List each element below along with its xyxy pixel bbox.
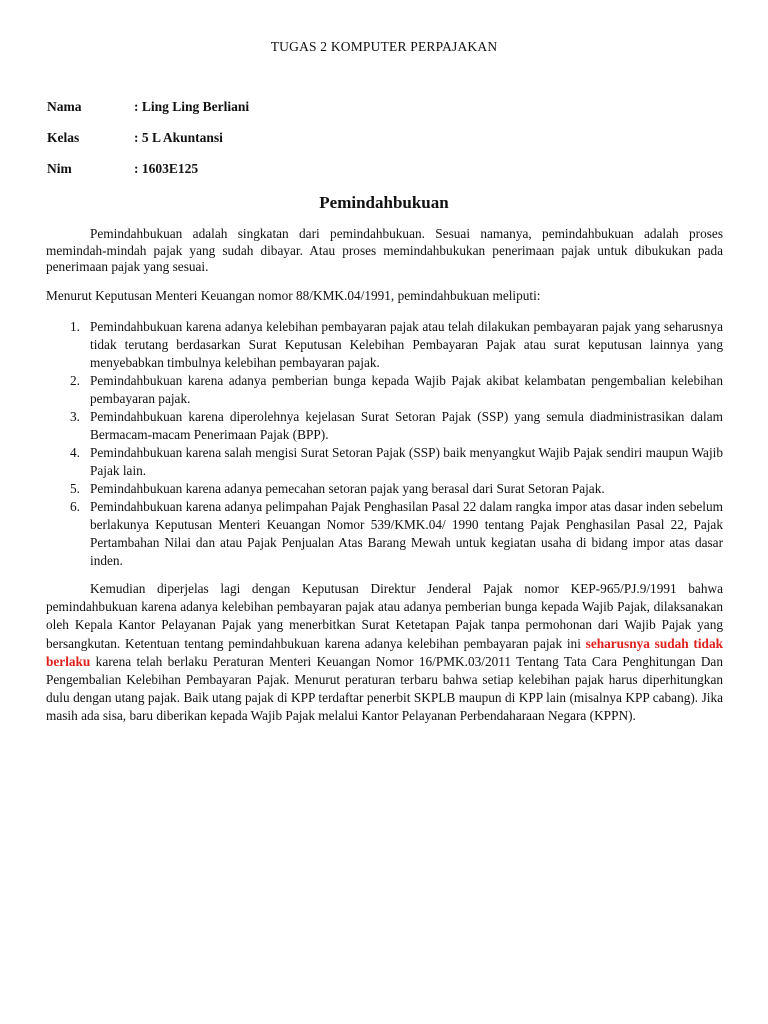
list-item-number: 6.: [70, 499, 80, 514]
highlighted-phrase: seharusnya sudah tidak berlaku: [46, 635, 723, 669]
document-title: TUGAS 2 KOMPUTER PERPAJAKAN: [270, 39, 498, 54]
pemindahbukuan-list: [46, 318, 723, 570]
list-item: [46, 372, 723, 408]
kelas-value: : 5 L Akuntansi: [134, 130, 223, 145]
list-item-text: Pemindahbukuan karena adanya pemecahan setoran pajak yang berasal dari Surat Setoran Pajak.: [90, 481, 605, 496]
info-row-nama: [47, 99, 647, 117]
list-item: [46, 408, 723, 444]
list-item-number: 1.: [70, 319, 80, 334]
kelas-label: Kelas: [47, 130, 80, 145]
list-item: [46, 480, 723, 498]
list-item-number: 3.: [70, 409, 80, 424]
list-item-text: Pemindahbukuan karena adanya pemberian bunga kepada Wajib Pajak akibat kelambatan pengembalian kelebihan pembayaran pajak.: [90, 373, 723, 406]
list-item: [46, 444, 723, 480]
list-item-text: Pemindahbukuan karena adanya kelebihan pembayaran pajak atau telah dilakukan pembayaran pajak yang seharusnya tidak terutang berdasarkan Surat Keputusan Kelebihan Pembayaran Pajak atau surat keputusan lainnya yang menyebabkan timbulnya kelebihan pembayaran pajak.: [90, 319, 723, 370]
list-item: [46, 318, 723, 372]
list-item-number: 2.: [70, 373, 80, 388]
list-item: [46, 498, 723, 570]
section-heading: Pemindahbukuan: [319, 193, 449, 212]
list-item-number: 4.: [70, 445, 80, 460]
nama-label: Nama: [47, 99, 82, 114]
paragraph-explanation-end: karena telah berlaku Peraturan Menteri Keuangan Nomor 16/PMK.03/2011 Tentang Tata Cara Penghitungan Dan Pengembalian Kelebihan Pembayaran Pajak. Menurut peraturan terbaru bahwa setiap kelebihan pajak harus diperhitungkan dulu dengan utang pajak. Baik utang pajak di KPP terdaftar penerbit SKPLB maupun di KPP lain (misalnya KPP cabang). Jika masih ada sisa, baru diberikan kepada Wajib Pajak melalui Kantor Pelayanan Perbendaharaan Negara (KPPN).: [46, 653, 723, 724]
info-row-kelas: [47, 130, 647, 148]
nama-value: : Ling Ling Berliani: [134, 99, 250, 114]
paragraph-definition: Pemindahbukuan adalah singkatan dari pemindahbukuan. Sesuai namanya, pemindahbukuan adalah proses memindah-mindah pajak yang sudah dibayar. Atau proses memindahbukukan penerimaan pajak untuk dibukukan pada penerimaan pajak yang sesuai.: [46, 226, 723, 274]
paragraph-intro-list: Menurut Keputusan Menteri Keuangan nomor 88/KMK.04/1991, pemindahbukuan meliputi:: [46, 288, 541, 303]
info-row-nim: [47, 161, 647, 179]
list-item-text: Pemindahbukuan karena adanya pelimpahan Pajak Penghasilan Pasal 22 dalam rangka impor atas dasar inden sebelum berlakunya Keputusan Menteri Keuangan Nomor 539/KMK.04/ 1990 tentang Pajak Penghasilan Pasal 22, Pajak Pertambahan Nilai dan atau Pajak Penjualan Atas Barang Mewah untuk kegiatan usaha di bidang impor atas dasar inden.: [90, 499, 723, 568]
list-item-number: 5.: [70, 481, 80, 496]
paragraph-explanation: [46, 580, 723, 726]
list-item-text: Pemindahbukuan karena salah mengisi Surat Setoran Pajak (SSP) baik menyangkut Wajib Pajak sendiri maupun Wajib Pajak lain.: [90, 445, 723, 478]
nim-label: Nim: [47, 161, 72, 176]
paragraph-explanation-start: Kemudian diperjelas lagi dengan Keputusan Direktur Jenderal Pajak nomor KEP-965/PJ.9/1991 bahwa pemindahbukuan karena adanya kelebihan pembayaran pajak atau adanya pemberian bunga kepada Wajib Pajak, dilaksanakan oleh Kepala Kantor Pelayanan Pajak yang menerbitkan Surat Ketetapan Pajak tanpa permohonan dari Wajib Pajak yang bersangkutan. Ketentuan tentang pemindahbukuan karena adanya kelebihan pembayaran pajak ini: [46, 581, 723, 651]
list-item-text: Pemindahbukuan karena diperolehnya kejelasan Surat Setoran Pajak (SSP) yang semula diadministrasikan dalam Bermacam-macam Penerimaan Pajak (BPP).: [90, 409, 723, 442]
nim-value: : 1603E125: [134, 161, 199, 176]
